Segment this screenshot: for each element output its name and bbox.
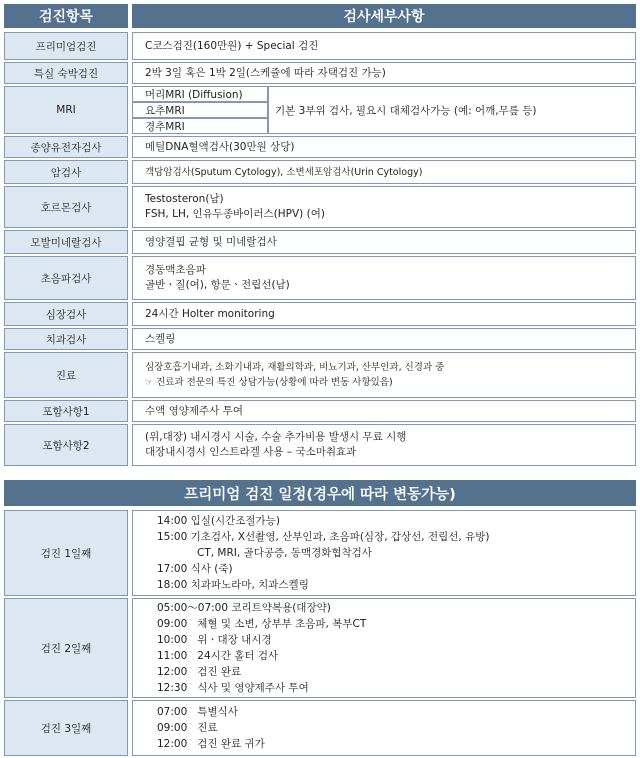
item-label: 포함사항2	[4, 424, 128, 466]
item-content	[132, 400, 636, 422]
table-row-hormone	[4, 186, 636, 228]
day-label: 검진 2일째	[4, 598, 128, 698]
item-line: 영양결핍 균형 및 미네랄검사	[145, 235, 277, 248]
mri-sub-item: 머리MRI (Diffusion)	[132, 86, 268, 102]
day-label: 검진 3일째	[4, 700, 128, 756]
schedule-line: 17:00 식사 (죽)	[157, 563, 233, 575]
item-line-with-icon	[145, 375, 635, 391]
item-label: 암검사	[4, 160, 128, 184]
item-line: (위,대장) 내시경시 시술, 수술 추가비용 발생시 무료 시행	[145, 431, 407, 443]
day-label: 검진 1일째	[4, 510, 128, 596]
schedule-line: 14:00 입실(시간조절가능)	[157, 515, 280, 527]
schedule-day-2	[4, 598, 636, 698]
day-content	[132, 700, 636, 756]
item-line: 대장내시경시 인스트라겔 사용 – 국소마취효과	[145, 446, 357, 458]
item-line: 수액 영양제주사 투여	[145, 404, 243, 417]
header-exam-details: 검사세부사항	[132, 4, 636, 28]
schedule-day-1	[4, 510, 636, 596]
day-content	[132, 510, 636, 596]
schedule-line: 18:00 치과파노라마, 치과스켈링	[157, 579, 309, 591]
item-content	[132, 352, 636, 398]
schedule-line: 09:00 체혈 및 소변, 상부부 초음파, 복부CT	[157, 618, 367, 630]
mri-sub-item: 경추MRI	[132, 118, 268, 134]
table-row-consultation	[4, 352, 636, 398]
table-row-cardiac	[4, 302, 636, 326]
schedule-line: 10:00 위ㆍ대장 내시경	[157, 634, 272, 646]
table-row-hair-mineral	[4, 230, 636, 254]
item-label: 프리미엄검진	[4, 32, 128, 60]
schedule-line: CT, MRI, 골다공증, 동맥경화협착검사	[197, 547, 372, 559]
item-label: 종양유전자검사	[4, 136, 128, 158]
table-row-mri	[4, 86, 636, 134]
schedule-line: 07:00 특별식사	[157, 706, 238, 718]
schedule-line: 12:00 검진 완료	[157, 666, 242, 678]
item-line: 스켈링	[145, 332, 176, 345]
table-row-tumor-gene	[4, 136, 636, 158]
table-row-premium	[4, 32, 636, 60]
item-label: 치과검사	[4, 328, 128, 350]
item-content	[132, 424, 636, 466]
item-label: 초음파검사	[4, 256, 128, 300]
schedule-day-3	[4, 700, 636, 756]
item-line: 경동맥초음파	[145, 264, 206, 276]
item-line: FSH, LH, 인유두종바이러스(HPV) (여)	[145, 208, 325, 220]
header-exam-items: 검진항목	[4, 4, 128, 28]
schedule-line: 05:00～07:00 코리트약복용(대장약)	[157, 602, 331, 614]
table-row-ultrasound	[4, 256, 636, 300]
item-line: 메틸DNA혈액검사(30만원 상당)	[145, 140, 295, 153]
item-line: 2박 3일 혹은 1박 2일(스케쥴에 따라 자택검진 가능)	[145, 66, 386, 79]
mri-sub-item: 요추MRI	[132, 102, 268, 118]
item-label: 진료	[4, 352, 128, 398]
schedule-line: 12:30 식사 및 영양제주사 투여	[157, 682, 309, 694]
item-content	[132, 256, 636, 300]
item-line: 심장호흡기내과, 소화기내과, 재활의학과, 비뇨기과, 산부인과, 신경과 중	[145, 361, 445, 373]
item-content	[132, 32, 636, 60]
item-label: 포함사항1	[4, 400, 128, 422]
table-row-stay	[4, 62, 636, 84]
day-content	[132, 598, 636, 698]
schedule-title: 프리미엄 검진 일정(경우에 따라 변동가능)	[4, 480, 636, 506]
item-content	[132, 186, 636, 228]
schedule-line: 09:00 진료	[157, 722, 218, 734]
item-label: 심장검사	[4, 302, 128, 326]
table-row-dental	[4, 328, 636, 350]
schedule-line: 11:00 24시간 홀터 검사	[157, 650, 279, 662]
item-content	[132, 62, 636, 84]
item-content	[132, 136, 636, 158]
mri-description: 기본 3부위 검사, 필요시 대체검사가능 (예: 어깨,무릎 등)	[268, 86, 636, 134]
schedule-line: 15:00 기초검사, X선촬영, 산부인과, 초음파(심장, 갑상선, 전립선, 유방)	[157, 531, 490, 543]
item-line: 24시간 Holter monitoring	[145, 307, 275, 320]
table-row-included-1	[4, 400, 636, 422]
pointing-hand-icon: ☞	[145, 377, 154, 388]
schedule-line: 12:00 검진 완료 귀가	[157, 738, 265, 750]
item-label: 특실 숙박검진	[4, 62, 128, 84]
item-content	[132, 302, 636, 326]
item-label: MRI	[4, 86, 128, 134]
item-label: 호르몬검사	[4, 186, 128, 228]
item-content	[132, 230, 636, 254]
item-line: 진료과 전문의 특진 상담가능(상황에 따라 변동 사항있음)	[156, 376, 393, 388]
item-line: C코스검진(160만원) + Special 검진	[145, 39, 319, 52]
table-row-included-2	[4, 424, 636, 466]
item-line: 골반ㆍ질(여), 항문ㆍ전립선(남)	[145, 279, 290, 291]
table-row-cancer	[4, 160, 636, 184]
item-line: Testosteron(남)	[145, 193, 224, 205]
item-label: 모발미네랄검사	[4, 230, 128, 254]
item-content	[132, 328, 636, 350]
item-line: 객담암검사(Sputum Cytology), 소변세포암검사(Urin Cytology)	[145, 166, 423, 178]
item-content	[132, 160, 636, 184]
